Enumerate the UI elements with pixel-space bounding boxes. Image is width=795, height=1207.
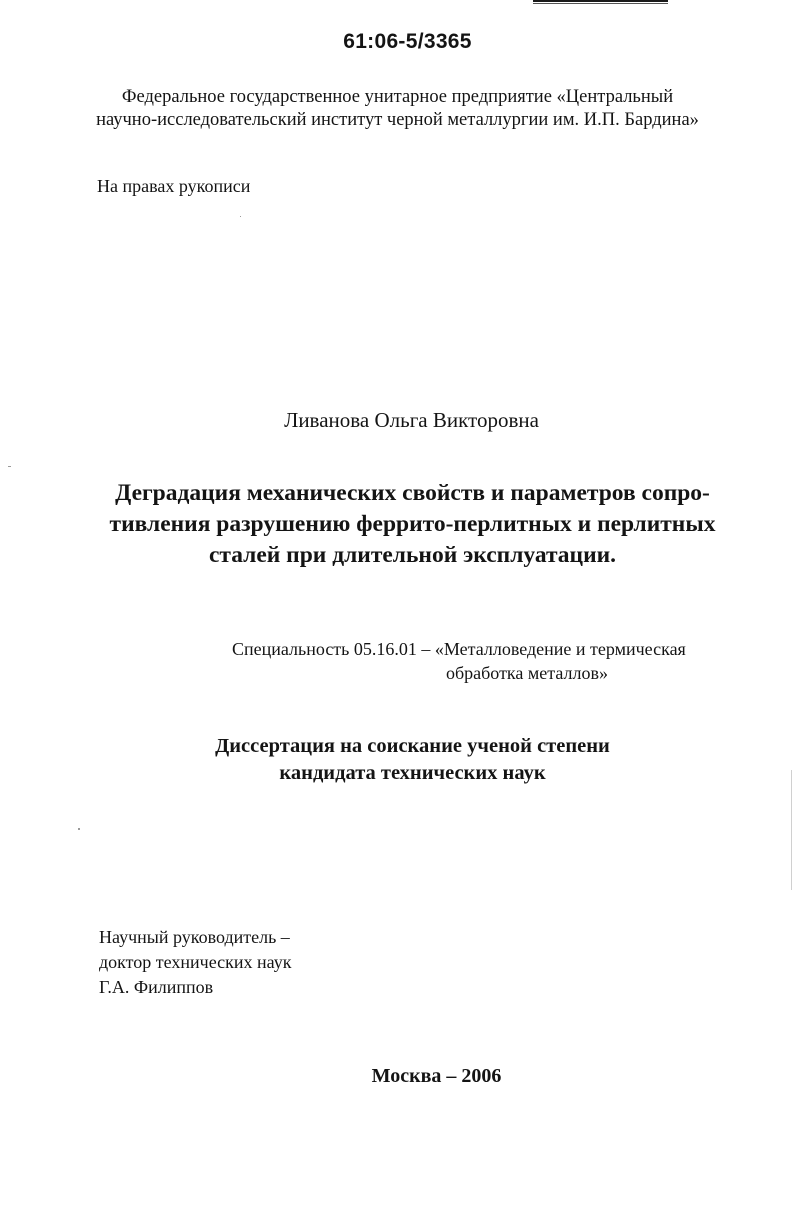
degree-line-2: кандидата технических наук [279,762,546,784]
degree-line-1: Диссертация на соискание ученой степени [215,735,610,757]
institution-line-2: научно-исследовательский институт черной металлургии им. И.П. Бардина» [96,110,699,130]
dissertation-title [0,478,795,571]
institution-name [0,86,795,132]
title-line-3: сталей при длительной эксплуатации. [208,542,617,568]
scan-speck [240,216,241,217]
institution-line-1: Федеральное государственное унитарное предприятие «Центральный [121,87,674,107]
supervisor-block [99,925,292,1000]
scan-edge-line [533,0,668,2]
specialty-line-1: Специальность 05.16.01 – «Металловедение и термическая [232,639,686,659]
title-line-1: Деградация механических свойств и параметров сопро- [115,480,710,506]
scan-speck [78,828,80,830]
author-name: Ливанова Ольга Викторовна [284,408,539,432]
specialty [232,637,686,685]
degree-statement [0,733,795,787]
supervisor-line-1: Научный руководитель – [99,927,290,947]
scan-edge-mark [791,770,792,890]
city-year: Москва – 2006 [371,1065,502,1087]
manuscript-note: На правах рукописи [97,176,251,196]
supervisor-line-2: доктор технических наук [99,952,292,972]
scan-edge-line-secondary [533,3,668,4]
scan-speck [8,466,11,467]
supervisor-line-3: Г.А. Филиппов [99,977,214,997]
title-line-2: тивления разрушению феррито-перлитных и перлитных [109,511,716,537]
specialty-line-2: обработка металлов» [446,663,608,683]
catalog-number: 61:06-5/3365 [343,30,472,53]
